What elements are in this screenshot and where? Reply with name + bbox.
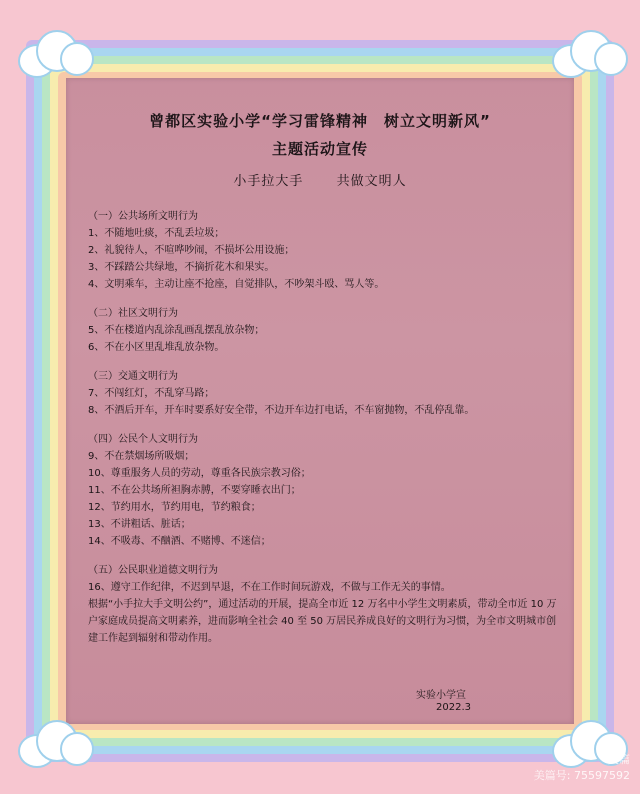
list-item: 5、不在楼道内乱涂乱画乱摆乱放杂物； [88, 325, 265, 336]
document-title: 曾都区实验小学“学习雷锋精神 树立文明新风” [149, 112, 491, 130]
list-item: 6、不在小区里乱堆乱放杂物。 [88, 342, 225, 353]
list-item: 3、不踩踏公共绿地，不摘折花木和果实。 [88, 262, 275, 273]
document-subtitle: 主题活动宣传 [271, 140, 368, 158]
section-personal [88, 431, 558, 550]
date: 2022.3 [436, 702, 471, 713]
list-item: 11、不在公共场所袒胸赤膊，不要穿睡衣出门； [88, 485, 301, 496]
list-item: 10、尊重服务人员的劳动，尊重各民族宗教习俗； [88, 468, 311, 479]
section-public-places [88, 208, 558, 293]
list-item: 16、遵守工作纪律，不迟到早退，不在工作时间玩游戏，不做与工作无关的事情。 [88, 582, 451, 593]
section-heading: （三）交通文明行为 [88, 371, 178, 382]
list-item: 12、节约用水，节约用电，节约粮食； [88, 502, 261, 513]
watermark-logo-text: 美篇 [608, 753, 630, 766]
list-item: 1、不随地吐痰，不乱丢垃圾； [88, 228, 225, 239]
cloud-decoration-top-left [14, 26, 94, 78]
section-heading: （四）公民个人文明行为 [88, 434, 198, 445]
slogan-part-2: 共做文明人 [336, 174, 407, 189]
list-item: 9、不在禁烟场所吸烟； [88, 451, 195, 462]
cloud-decoration-top-right [548, 26, 628, 78]
section-community [88, 305, 558, 356]
closing-paragraph: 根据“小手拉大手文明公约”，通过活动的开展，提高全市近 12 万名中小学生文明素质，带动全市近 10 万户家庭成员提高文明素养，进而影响全社会 40 至 50 万居民养成良好的文明行为习惯，为全市文明城市创建工作起到辐射和带动作用。 [88, 599, 557, 644]
list-item: 4、文明乘车，主动让座不抢座，自觉排队，不吵架斗殴、骂人等。 [88, 279, 385, 290]
slogan [66, 170, 574, 189]
section-professional [88, 562, 558, 647]
watermark-id: 美篇号: 75597592 [533, 769, 630, 782]
list-item: 13、不讲粗话、脏话； [88, 519, 191, 530]
document-body [88, 208, 558, 659]
cloud-decoration-bottom-left [14, 716, 94, 768]
list-item: 14、不吸毒、不酗酒、不赌博、不迷信； [88, 536, 271, 547]
list-item: 8、不酒后开车，开车时要系好安全带，不边开车边打电话，不车窗抛物，不乱停乱靠。 [88, 405, 475, 416]
watermark [534, 752, 630, 784]
notice-paper [66, 78, 574, 724]
slogan-part-1: 小手拉大手 [233, 174, 304, 189]
section-heading: （五）公民职业道德文明行为 [88, 565, 218, 576]
signature: 实验小学宣 [416, 690, 466, 701]
list-item: 2、礼貌待人，不喧哗吵闹，不损坏公用设施； [88, 245, 295, 256]
section-heading: （一）公共场所文明行为 [88, 211, 198, 222]
section-traffic [88, 368, 558, 419]
list-item: 7、不闯红灯，不乱穿马路； [88, 388, 215, 399]
section-heading: （二）社区文明行为 [88, 308, 178, 319]
